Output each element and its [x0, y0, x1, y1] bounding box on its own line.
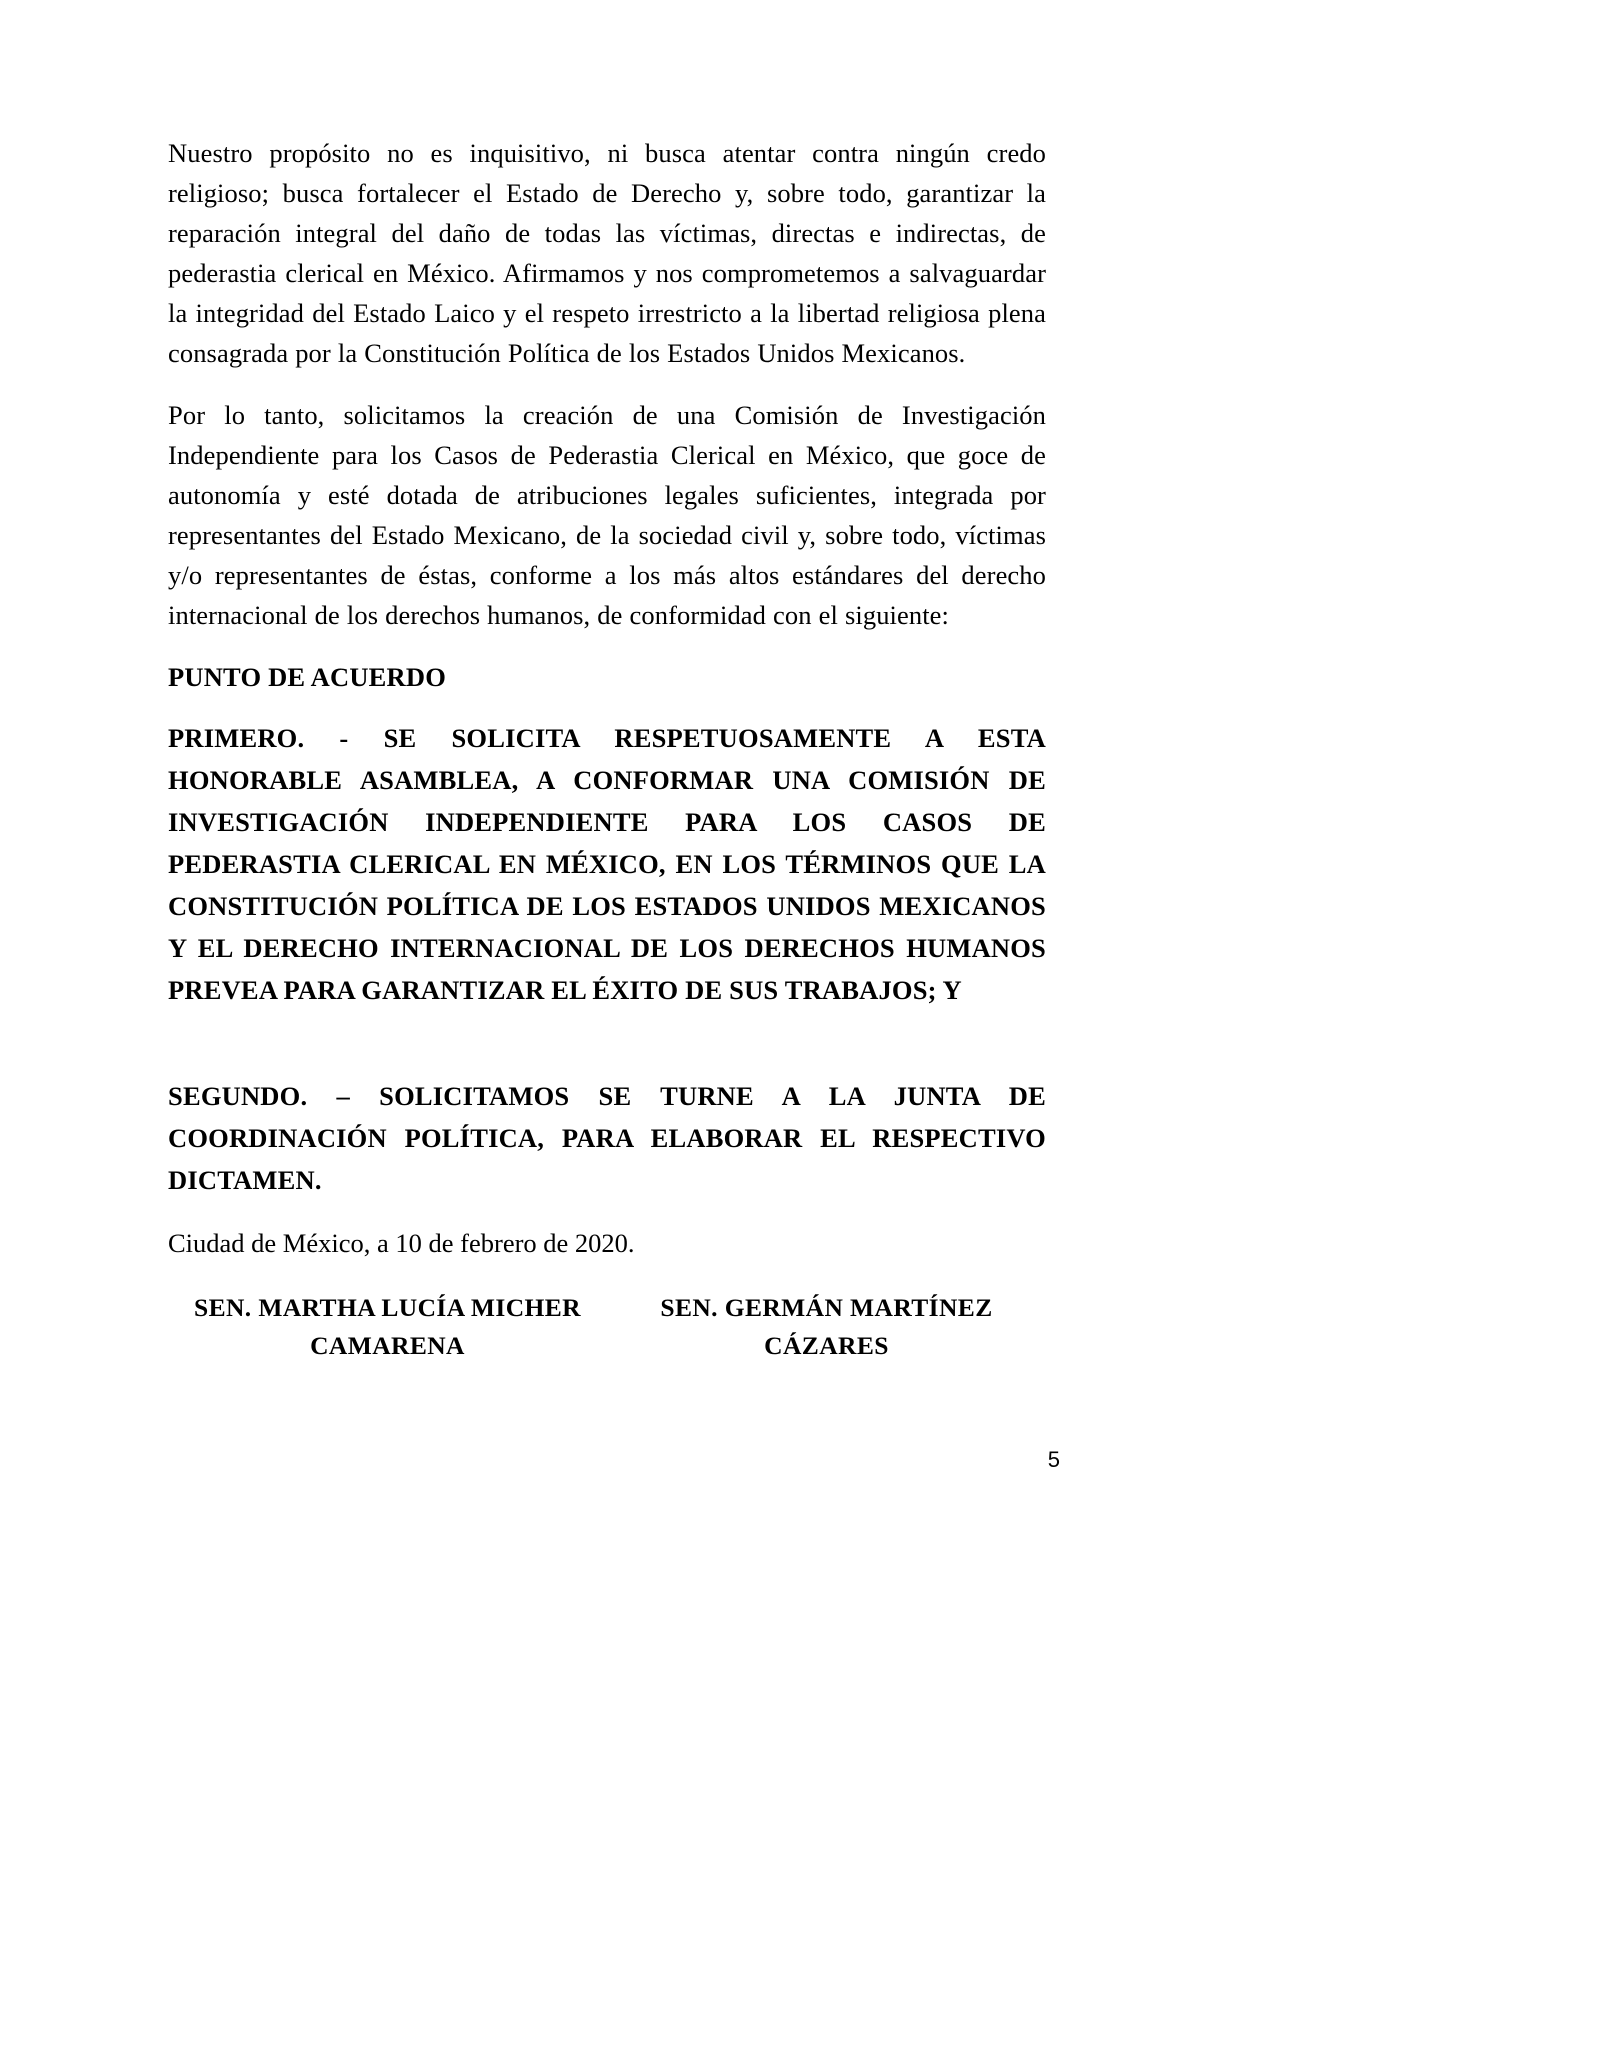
signature-martinez [607, 1289, 1046, 1365]
resolution-segundo: SEGUNDO. – SOLICITAMOS SE TURNE A LA JUNTA DE COORDINACIÓN POLÍTICA, PARA ELABORAR EL RESPECTIVO DICTAMEN. [168, 1081, 1046, 1195]
signature-micher [168, 1289, 607, 1365]
date-line: Ciudad de México, a 10 de febrero de 2020. [168, 1228, 635, 1258]
signature-micher-line1: SEN. MARTHA LUCÍA MICHER [194, 1293, 581, 1322]
signature-micher-line2: CAMARENA [310, 1331, 465, 1360]
signature-martinez-line2: CÁZARES [764, 1331, 889, 1360]
resolution-spacer [168, 1033, 1046, 1075]
heading-punto-de-acuerdo: PUNTO DE ACUERDO [168, 662, 447, 692]
paragraph-solicitud: Por lo tanto, solicitamos la creación de una Comisión de Investigación Independiente para los Casos de Pederastia Clerical en México, que goce de autonomía y esté dotada de atribuciones legales suficientes, integrada por representantes del Estado Mexicano, de la sociedad civil y, sobre todo, víctimas y/o representantes de éstas, conforme a los más altos estándares del derecho internacional de los derechos humanos, de conformidad con el siguiente: [168, 400, 1046, 630]
paragraph-proposito: Nuestro propósito no es inquisitivo, ni busca atentar contra ningún credo religioso; busca fortalecer el Estado de Derecho y, sobre todo, garantizar la reparación integral del daño de todas las víctimas, directas e indirectas, de pederastia clerical en México. Afirmamos y nos comprometemos a salvaguardar la integridad del Estado Laico y el respeto irrestricto a la libertad religiosa plena consagrada por la Constitución Política de los Estados Unidos Mexicanos. [168, 138, 1046, 368]
page-number: 5 [1047, 1447, 1060, 1472]
signature-martinez-line1: SEN. GERMÁN MARTÍNEZ [660, 1293, 993, 1322]
resolution-primero: PRIMERO. - SE SOLICITA RESPETUOSAMENTE A ESTA HONORABLE ASAMBLEA, A CONFORMAR UNA COMISIÓN DE INVESTIGACIÓN INDEPENDIENTE PARA LOS CASOS DE PEDERASTIA CLERICAL EN MÉXICO, EN LOS TÉRMINOS QUE LA CONSTITUCIÓN POLÍTICA DE LOS ESTADOS UNIDOS MEXICANOS Y EL DERECHO INTERNACIONAL DE LOS DERECHOS HUMANOS PREVEA PARA GARANTIZAR EL ÉXITO DE SUS TRABAJOS; Y [168, 723, 1046, 1005]
signature-row [168, 1289, 1046, 1365]
document-body [168, 133, 1046, 1365]
